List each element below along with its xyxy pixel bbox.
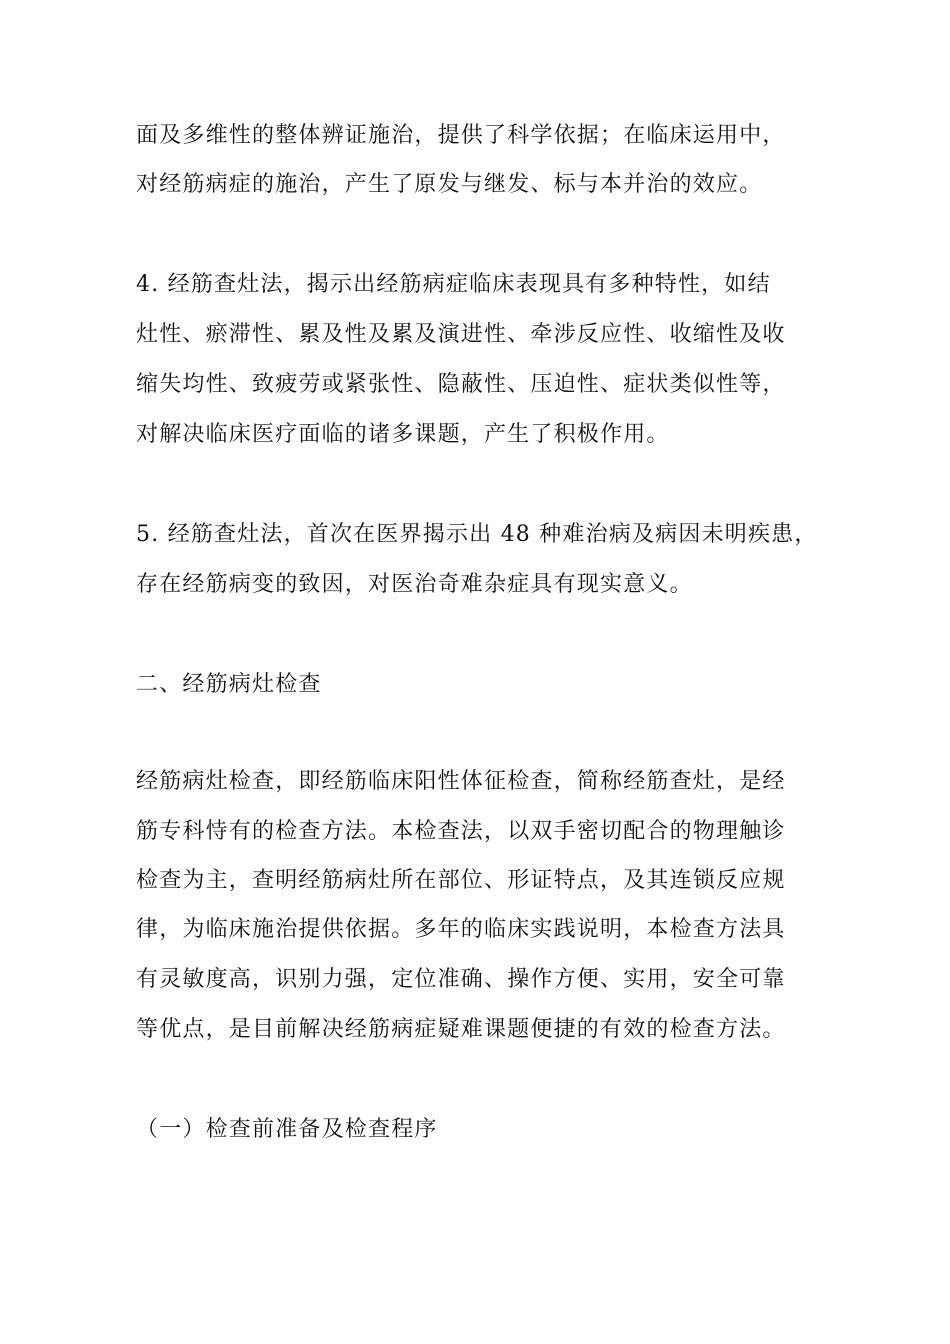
paragraph-line: 筋专科恃有的检查方法。本检查法，以双手密切配合的物理触诊 bbox=[136, 819, 786, 844]
section-heading: 二、经筋病灶检查 bbox=[136, 672, 322, 697]
paragraph-line: 面及多维性的整体辨证施治，提供了科学依据；在临床运用中， bbox=[136, 123, 786, 148]
paragraph-line: 对经筋病症的施治，产生了原发与继发、标与本并治的效应。 bbox=[136, 172, 763, 197]
paragraph-line: 律，为临床施治提供依据。多年的临床实践说明，本检查方法具 bbox=[136, 917, 786, 942]
paragraph-line: 经筋病灶检查，即经筋临床阳性体征检查，简称经筋查灶，是经 bbox=[136, 769, 786, 794]
paragraph-line: 灶性、瘀滞性、累及性及累及演进性、牵涉反应性、收缩性及收 bbox=[136, 322, 786, 347]
paragraph-line: 5. 经筋查灶法，首次在医界揭示出 48 种难治病及病因未明疾患， bbox=[136, 522, 818, 547]
paragraph-line: 缩失均性、致疲劳或紧张性、隐蔽性、压迫性、症状类似性等， bbox=[136, 372, 786, 397]
paragraph-line: 有灵敏度高，识别力强，定位准确、操作方便、实用，安全可靠 bbox=[136, 967, 786, 992]
subsection-heading: （一）检查前准备及检查程序 bbox=[136, 1117, 438, 1142]
paragraph-line: 检查为主，查明经筋病灶所在部位、形证特点，及其连锁反应规 bbox=[136, 868, 786, 893]
paragraph-line: 4. 经筋查灶法，揭示出经筋病症临床表现具有多种特性，如结 bbox=[136, 272, 771, 297]
paragraph-line: 等优点，是目前解决经筋病症疑难课题便捷的有效的检查方法。 bbox=[136, 1017, 786, 1042]
paragraph-line: 存在经筋病变的致因，对医治奇难杂症具有现实意义。 bbox=[136, 572, 693, 597]
paragraph-line: 对解决临床医疗面临的诸多课题，产生了积极作用。 bbox=[136, 422, 670, 447]
